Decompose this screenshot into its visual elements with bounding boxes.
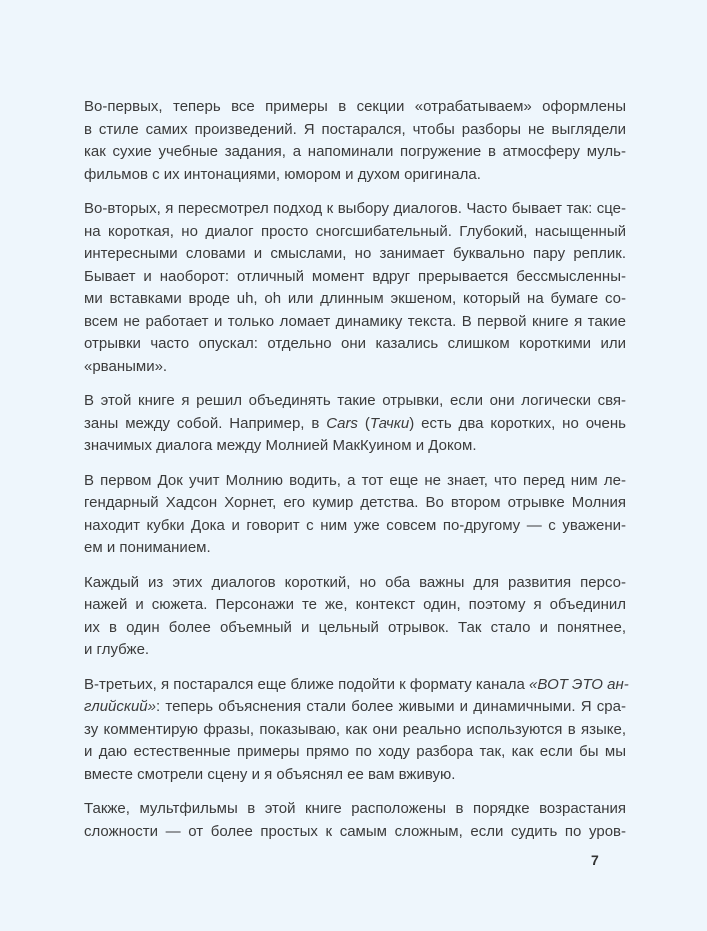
text-segment: ми вставками вроде uh, oh или длинным экшеном, который на бумаге со- [84,290,626,307]
text-line [84,696,626,719]
text-segment: всем не работает и только ломает динамику текста. В первой книге я такие [84,312,626,330]
text-segment: В этой книге я решил объединять такие отрывки, если они логически свя- [84,392,626,409]
text-segment: и глубже. [84,641,150,658]
text-line [84,119,626,142]
text-segment: интересными словами и смыслами, но занимает буквально пару реплик. [84,245,626,262]
text-line [84,198,626,221]
text-segment: значимых диалога между Молнией МакКуином и Доком. [84,437,477,454]
text-line [84,492,626,515]
text-line [84,572,626,595]
text-segment: Бывает и наоборот: отличный момент вдруг прерывается бессмысленны- [84,267,626,285]
text-line [84,96,626,119]
text-segment: нажей и сюжета. Персонажи те же, контекст один, поэтому я объединил [84,596,626,613]
text-line [84,515,626,538]
text-line [84,674,629,697]
page-number: 7 [591,852,599,868]
text-line [84,764,626,787]
text-segment: фильмов с их интонациями, юмором и духом оригинала. [84,165,481,183]
text-line [84,164,626,187]
paragraph [84,198,626,378]
text-line [84,435,626,458]
text-line [84,798,626,821]
paragraph [84,674,629,787]
text-line [84,617,626,640]
italic-text: «ВОТ ЭТО ан- [529,675,629,693]
text-line [84,639,626,662]
text-line [84,288,626,311]
text-segment: «рваными». [84,357,168,375]
text-segment: Во-первых, теперь все примеры в секции «отрабатываем» оформлены [84,98,626,115]
text-segment: находит кубки Дока и говорит с ним уже совсем по-другому — с уважени- [84,516,626,534]
text-line [84,470,626,493]
text-segment: на короткая, но диалог просто сногсшибательный. Глубокий, насыщенный [84,222,626,240]
text-line [84,243,626,266]
text-segment: В-третьих, я постарался еще ближе подойти к формату канала [84,675,530,693]
text-segment: заны между собой. Например, в [84,414,327,432]
text-line [84,221,626,244]
body-text [84,96,629,855]
text-line [84,141,626,164]
text-segment: в стиле самих произведений. Я постарался, чтобы разборы не выглядели [84,120,626,138]
text-line [84,413,626,436]
text-segment: отрывки часто опускал: отдельно они казались слишком короткими или [84,335,626,352]
paragraph [84,572,626,662]
text-segment: ем и пониманием. [84,539,211,556]
text-segment: зу комментирую фразы, показываю, как они реально используются в языке, [84,720,626,738]
text-segment: их в один более объемный и цельный отрывок. Так стало и понятнее, [84,618,626,636]
text-line [84,719,626,742]
text-segment: : теперь объяснения стали более живыми и динамичными. Я сра- [155,698,626,715]
text-segment: ) есть два коротких, но очень [409,414,626,432]
paragraph [84,798,626,843]
text-segment: В первом Док учит Молнию водить, а тот еще не знает, что перед ним ле- [84,471,626,489]
text-segment: Каждый из этих диалогов короткий, но оба важны для развития персо- [84,573,626,591]
text-line [84,390,626,413]
text-segment: ( [357,414,370,432]
text-line [84,266,626,289]
text-line [84,311,626,334]
text-segment: сложности — от более простых к самым сложным, если судить по уров- [84,822,626,840]
text-segment: вместе смотрели сцену и я объяснял ее вам вживую. [84,765,456,783]
text-line [84,537,626,560]
text-segment: Во-вторых, я пересмотрел подход к выбору диалогов. Часто бывает так: сце- [84,200,626,217]
text-segment: как сухие учебные задания, а напоминали погружение в атмосферу муль- [84,143,626,160]
italic-text: Cars [326,414,358,432]
italic-text: Тачки [369,414,410,432]
text-segment: Также, мультфильмы в этой книге расположены в порядке возрастания [84,800,626,817]
text-segment: гендарный Хадсон Хорнет, его кумир детства. Во втором отрывке Молния [84,494,626,511]
text-line [84,333,626,356]
italic-text: глийский» [84,698,156,715]
paragraph [84,470,626,560]
text-segment: и даю естественные примеры прямо по ходу разбора так, как если бы мы [84,743,626,760]
paragraph [84,96,626,186]
text-line [84,741,626,764]
paragraph [84,390,626,458]
text-line [84,594,626,617]
text-line [84,821,626,844]
text-line [84,356,626,379]
